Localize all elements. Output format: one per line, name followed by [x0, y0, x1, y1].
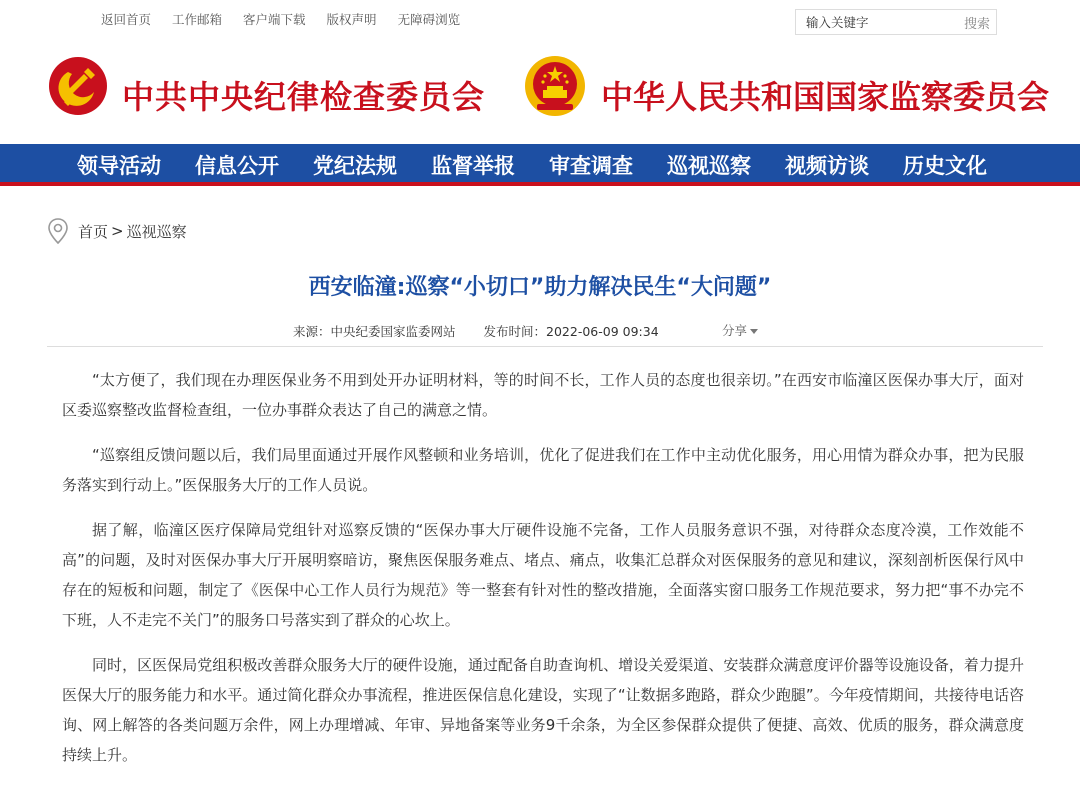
article-paragraph: “巡察组反馈问题以后，我们局里面通过开展作风整顿和业务培训，优化了促进我们在工作中主动优化服务，用心用情为群众办事，把为民服务落实到行动上。”医保服务大厅的工作人员说。 — [62, 446, 1024, 494]
link-home[interactable]: 返回首页 — [101, 12, 152, 27]
link-work-email[interactable]: 工作邮箱 — [172, 12, 223, 27]
search-box — [795, 9, 997, 35]
nav-item-investigation[interactable]: 审查调查 — [549, 153, 633, 178]
nav-item-report[interactable]: 监督举报 — [431, 153, 515, 178]
nav-item-regulations[interactable]: 党纪法规 — [313, 153, 397, 178]
link-accessibility[interactable]: 无障碍浏览 — [397, 12, 461, 27]
search-button[interactable]: 搜索 — [963, 17, 990, 32]
link-copyright[interactable]: 版权声明 — [326, 12, 377, 27]
breadcrumb — [47, 218, 187, 244]
nav-item-leadership[interactable]: 领导活动 — [77, 153, 161, 178]
article-source: 来源：中央纪委国家监委网站 — [293, 324, 456, 339]
share-label: 分享 — [722, 323, 748, 338]
article-paragraph: 据了解，临潼区医疗保障局党组针对巡察反馈的“医保办事大厅硬件设施不完备，工作人员服务意识不强，对待群众态度冷漠，工作效能不高”的问题，及时对医保办事大厅开展明察暗访，聚焦医保服务难点、堵点、痛点，收集汇总群众对医保服务的意见和建议，深刻剖析医保行风中存在的短板和问题，制定了《医保中心工作人员行为规范》等一整套有针对性的整改措施，全面落实窗口服务工作规范要求，努力把“事不办完不下班，人不走完不关门”的服务口号落实到了群众的心坎上。 — [62, 521, 1024, 629]
article-publish-time: 发布时间：2022-06-09 09:34 — [483, 324, 659, 339]
nav-item-info-disclosure[interactable]: 信息公开 — [195, 153, 279, 178]
article-paragraph: “太方便了，我们现在办理医保业务不用到处开办证明材料，等的时间不长，工作人员的态度也很亲切。”在西安市临潼区医保办事大厅，面对区委巡察整改监督检查组，一位办事群众表达了自己的满意之情。 — [62, 371, 1024, 419]
breadcrumb-section[interactable]: 巡视巡察 — [126, 222, 187, 241]
article-body — [62, 365, 1024, 785]
chevron-down-icon — [750, 329, 758, 334]
header-logos — [0, 48, 1080, 138]
breadcrumb-home[interactable]: 首页 — [78, 222, 109, 241]
national-emblem-icon — [523, 54, 587, 118]
nsc-title: 中华人民共和国国家监察委员会 — [601, 78, 1050, 116]
breadcrumb-separator: > — [111, 222, 124, 240]
share-button[interactable] — [722, 321, 758, 339]
article-title: 西安临潼:巡察“小切口”助力解决民生“大问题” — [308, 275, 772, 300]
location-pin-icon — [47, 218, 69, 244]
main-nav — [0, 144, 1080, 186]
article-paragraph: 同时，区医保局党组积极改善群众服务大厅的硬件设施，通过配备自助查询机、增设关爱渠道、安装群众满意度评价器等设施设备，着力提升医保大厅的服务能力和水平。通过简化群众办事流程，推进医保信息化建设，实现了“让数据多跑路，群众少跑腿”。今年疫情期间，共接待电话咨询、网上解答的各类问题万余件，网上办理增减、年审、异地备案等业务9千余条，为全区参保群众提供了便捷、高效、优质的服务，群众满意度持续上升。 — [62, 656, 1024, 764]
article-meta — [293, 322, 687, 340]
link-client-download[interactable]: 客户端下载 — [243, 12, 306, 27]
search-input[interactable] — [796, 10, 946, 34]
nav-item-video-interviews[interactable]: 视频访谈 — [785, 153, 869, 178]
nav-item-inspection[interactable]: 巡视巡察 — [667, 153, 751, 178]
party-emblem-icon — [48, 56, 108, 116]
ccdi-title: 中共中央纪律检查委员会 — [122, 78, 486, 116]
top-links — [101, 10, 460, 28]
nav-item-history[interactable]: 历史文化 — [903, 153, 987, 178]
top-bar — [0, 0, 1080, 40]
divider — [47, 346, 1043, 347]
